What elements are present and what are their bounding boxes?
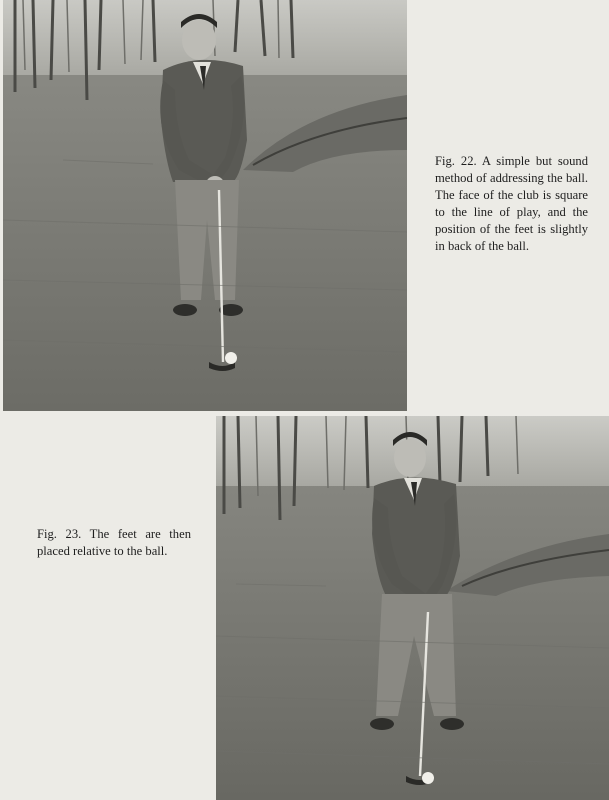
golfer-address-photo: [3, 0, 407, 411]
figure-23-caption: [37, 526, 191, 560]
figure-22-photo: [3, 0, 407, 411]
caption-text: Fig. 22. A simple but sound method of addressing the ball. The face of the club is square to the line of play, and the position of the feet is slightly in back of the ball.: [435, 154, 588, 253]
figure-23-photo: [216, 416, 609, 800]
caption-text: Fig. 23. The feet are then placed relative to the ball.: [37, 527, 191, 558]
golfer-stance-photo: [216, 416, 609, 800]
figure-22-caption: [435, 153, 588, 255]
